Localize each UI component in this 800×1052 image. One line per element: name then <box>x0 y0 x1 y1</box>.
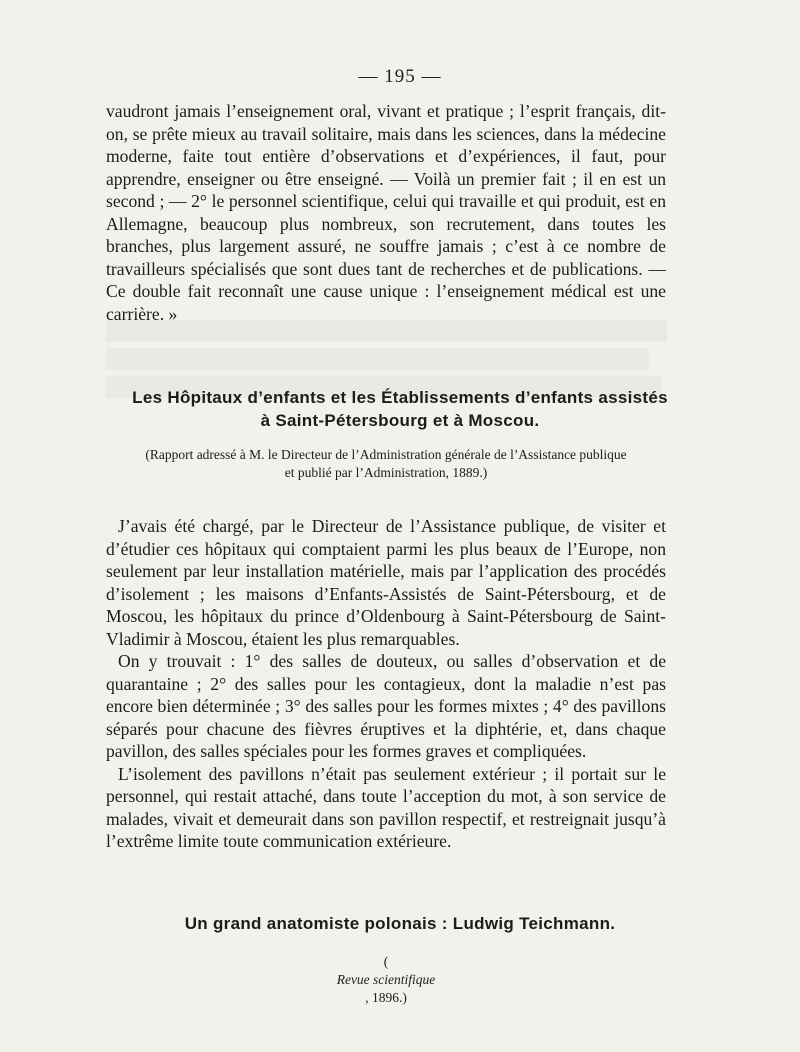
section-2-title <box>80 912 720 935</box>
page-number: — 195 — <box>358 66 442 87</box>
section-1-paragraph: L’isolement des pavillons n’était pas seulement extérieur ; il portait sur le personnel, qui restait attaché, dans toute l’acception du mot, à son service de malades, vivait et demeurait dans son pavillon respectif, et restreignait jusqu’à l’extrême limite toute communication extérieure. <box>106 763 666 851</box>
section-1-paragraph: J’avais été chargé, par le Directeur de l’Assistance publique, de visiter et d’étudier ces hôpitaux qui comptaient parmi les plus beaux de l’Europe, non seulement par leur installation matérielle, mais par l’application des procédés d’isolement ; les maisons d’Enfants-Assistés de Saint-Pétersbourg, et de Moscou, les hôpitaux du prince d’Oldenbourg à Saint-Pétersbourg de Saint-Vladimir à Moscou, étaient les plus remarquables. <box>106 516 666 649</box>
intro-paragraph <box>106 100 666 325</box>
section-2-source-journal: Revue scientifique <box>336 972 436 987</box>
section-2-source-line <box>106 953 666 1007</box>
section-1-source-line-1: (Rapport adressé à M. le Directeur de l’Administration générale de l’Assistance publique <box>145 447 627 462</box>
section-1-paragraph: On y trouvait : 1° des salles de douteux, ou salles d’observation et de quarantaine ; 2° des salles pour les contagieux, dont la maladie n’est pas encore bien déterminée ; 3° des salles pour les formes mixtes ; 4° des pavillons séparés pour chacune des fièvres éruptives et la diphtérie, et, dans chaque pavillon, des salles spéciales pour les formes graves et compliquées. <box>106 651 666 761</box>
section-1-title <box>80 386 720 432</box>
section-1-source <box>106 446 666 482</box>
section-2-title-text: Un grand anatomiste polonais : Ludwig Teichmann. <box>184 914 616 933</box>
section-2-source <box>106 953 666 1007</box>
section-1-body <box>106 515 666 853</box>
intro-paragraph-text: vaudront jamais l’enseignement oral, vivant et pratique ; l’esprit français, dit-on, se prête mieux au travail solitaire, mais dans les sciences, dans la médecine moderne, faite tout entière d’observations et d’expériences, il faut, pour apprendre, enseigner ou être enseigné. — Voilà un premier fait ; il en est un second ; — 2° le personnel scientifique, celui qui travaille et qui produit, est en Allemagne, beaucoup plus nombreux, son recrutement, dans toutes les branches, plus largement assuré, ne souffre jamais ; c’est à ce nombre de travailleurs spécialisés que sont dues tant de recherches et de publications. — Ce double fait reconnaît une cause unique : l’enseignement médical est une carrière. » <box>106 101 666 324</box>
section-1-source-line-2: et publié par l’Administration, 1889.) <box>284 465 488 480</box>
section-2-source-suffix: , 1896.) <box>365 990 407 1005</box>
section-2-source-prefix: ( <box>383 954 389 969</box>
section-1-title-line-2: à Saint-Pétersbourg et à Moscou. <box>260 411 540 430</box>
section-1-title-line-1: Les Hôpitaux d’enfants et les Établissements d’enfants assistés <box>132 388 668 407</box>
